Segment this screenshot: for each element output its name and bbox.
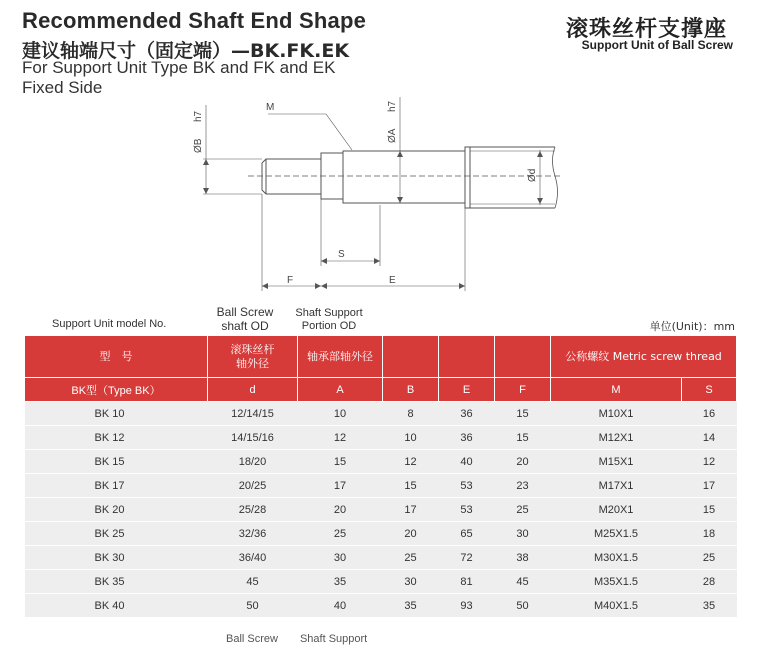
unit-label: 单位(Unit)：mm (649, 320, 735, 333)
table-cell: 81 (439, 570, 495, 594)
label-dia-d: Ød (527, 168, 538, 182)
portion-od-line-1: Shaft Support (295, 307, 363, 319)
header-b: B (383, 378, 439, 402)
table-cell: 20/25 (208, 474, 298, 498)
table-cell: M20X1 (551, 498, 682, 522)
table-cell: 15 (383, 474, 439, 498)
header-s: S (682, 378, 737, 402)
table-cell: 45 (495, 570, 551, 594)
page-title-cn: 建议轴端尺寸（固定端）—BK.FK.EK (22, 40, 350, 62)
table-cell: 35 (682, 594, 737, 618)
support-model-label: Support Unit model No. (52, 318, 167, 330)
table-cell: BK 17 (25, 474, 208, 498)
table-row (25, 450, 737, 474)
table-cell: 18 (682, 522, 737, 546)
header-f: F (495, 378, 551, 402)
table-cell: 14/15/16 (208, 426, 298, 450)
shaft-end-drawing (0, 0, 763, 300)
table-cell: M10X1 (551, 402, 682, 426)
table-cell: 23 (495, 474, 551, 498)
table-cell: 25 (495, 498, 551, 522)
table-cell: BK 25 (25, 522, 208, 546)
header-model-cn: 型 号 (25, 336, 208, 378)
header-e: E (439, 378, 495, 402)
label-dia-a: ØA (387, 128, 398, 143)
table-header-row-1 (25, 336, 737, 378)
table-cell: 53 (439, 498, 495, 522)
table-cell: 25/28 (208, 498, 298, 522)
table-cell: 16 (682, 402, 737, 426)
table-cell: 20 (383, 522, 439, 546)
table-cell: 25 (298, 522, 383, 546)
label-e: E (389, 275, 396, 286)
table-cell: 45 (208, 570, 298, 594)
table-cell: M15X1 (551, 450, 682, 474)
table-cell: 40 (298, 594, 383, 618)
label-dia-b: ØB (193, 138, 204, 153)
brand-title-en: Support Unit of Ball Screw (581, 38, 733, 52)
label-m: M (266, 102, 275, 113)
table-row (25, 426, 737, 450)
table-cell: 12 (682, 450, 737, 474)
table-row (25, 522, 737, 546)
table-cell: 36/40 (208, 546, 298, 570)
table-cell: BK 20 (25, 498, 208, 522)
table-cell: 15 (298, 450, 383, 474)
table-row (25, 498, 737, 522)
table-cell: M30X1.5 (551, 546, 682, 570)
header-thread: 公称螺纹 Metric screw thread (551, 336, 737, 378)
table-header-row-2 (25, 378, 737, 402)
subtitle-line-2: Fixed Side (22, 78, 103, 97)
header-screw-cn (208, 336, 298, 378)
table-cell: 93 (439, 594, 495, 618)
table-cell: 35 (383, 594, 439, 618)
label-f: F (287, 275, 294, 286)
header-a: A (298, 378, 383, 402)
table-cell: BK 35 (25, 570, 208, 594)
table-cell: 50 (495, 594, 551, 618)
table-cell: 36 (439, 402, 495, 426)
table-cell: 14 (682, 426, 737, 450)
footer-partial-text: Ball Screw Shaft Support (226, 633, 368, 645)
table-cell: M25X1.5 (551, 522, 682, 546)
table-cell: M12X1 (551, 426, 682, 450)
table-cell: M17X1 (551, 474, 682, 498)
table-cell: 38 (495, 546, 551, 570)
table-cell: 20 (298, 498, 383, 522)
table-cell: BK 10 (25, 402, 208, 426)
ball-screw-od-line-1: Ball Screw (216, 305, 274, 319)
table-cell: 10 (298, 402, 383, 426)
table-cell: M35X1.5 (551, 570, 682, 594)
table-cell: 12 (298, 426, 383, 450)
header-d: d (208, 378, 298, 402)
table-cell: 12/14/15 (208, 402, 298, 426)
table-cell: 30 (383, 570, 439, 594)
table-body (25, 402, 737, 618)
header-bearing-cn: 轴承部轴外径 (298, 336, 383, 378)
spec-table (24, 335, 737, 618)
table-cell: 40 (439, 450, 495, 474)
table-cell: 18/20 (208, 450, 298, 474)
table-cell: 17 (682, 474, 737, 498)
label-h7-right: h7 (387, 100, 398, 112)
table-cell: 65 (439, 522, 495, 546)
table-cell: 15 (682, 498, 737, 522)
table-cell: 15 (495, 426, 551, 450)
table-cell: 36 (439, 426, 495, 450)
table-cell: 25 (682, 546, 737, 570)
table-cell: 15 (495, 402, 551, 426)
header-empty-f (495, 336, 551, 378)
header-m: M (551, 378, 682, 402)
table-row (25, 402, 737, 426)
page-title: Recommended Shaft End Shape (22, 8, 367, 33)
table-cell: 17 (383, 498, 439, 522)
label-h7-left: h7 (193, 110, 204, 122)
table-cell: 8 (383, 402, 439, 426)
ball-screw-od-line-2: shaft OD (221, 319, 269, 333)
table-cell: 53 (439, 474, 495, 498)
table-cell: 50 (208, 594, 298, 618)
portion-od-label (288, 307, 370, 333)
table-cell: 35 (298, 570, 383, 594)
portion-od-line-2: Portion OD (301, 320, 357, 332)
table-cell: BK 40 (25, 594, 208, 618)
table-cell: 25 (383, 546, 439, 570)
header-screw-cn-line-2: 轴外径 (236, 356, 269, 370)
table-cell: BK 30 (25, 546, 208, 570)
table-cell: 10 (383, 426, 439, 450)
label-s: S (338, 249, 345, 260)
table-cell: 32/36 (208, 522, 298, 546)
header-type-bk: BK型（Type BK） (25, 378, 208, 402)
table-cell: M40X1.5 (551, 594, 682, 618)
table-cell: 12 (383, 450, 439, 474)
header-empty-e (439, 336, 495, 378)
table-cell: BK 12 (25, 426, 208, 450)
header-empty-b (383, 336, 439, 378)
table-cell: 30 (495, 522, 551, 546)
table-cell: BK 15 (25, 450, 208, 474)
table-cell: 72 (439, 546, 495, 570)
table-cell: 30 (298, 546, 383, 570)
shaft-outline (262, 147, 555, 208)
table-cell: 20 (495, 450, 551, 474)
header-screw-cn-line-1: 滚珠丝杆 (230, 342, 275, 356)
table-cell: 17 (298, 474, 383, 498)
subtitle-line-1: For Support Unit Type BK and FK and EK (22, 58, 336, 77)
ball-screw-od-label (210, 305, 280, 333)
brand-title-cn: 滚珠丝杆支撑座 (565, 17, 727, 42)
table-row (25, 570, 737, 594)
table-row (25, 474, 737, 498)
table-cell: 28 (682, 570, 737, 594)
table-row (25, 546, 737, 570)
table-row (25, 594, 737, 618)
